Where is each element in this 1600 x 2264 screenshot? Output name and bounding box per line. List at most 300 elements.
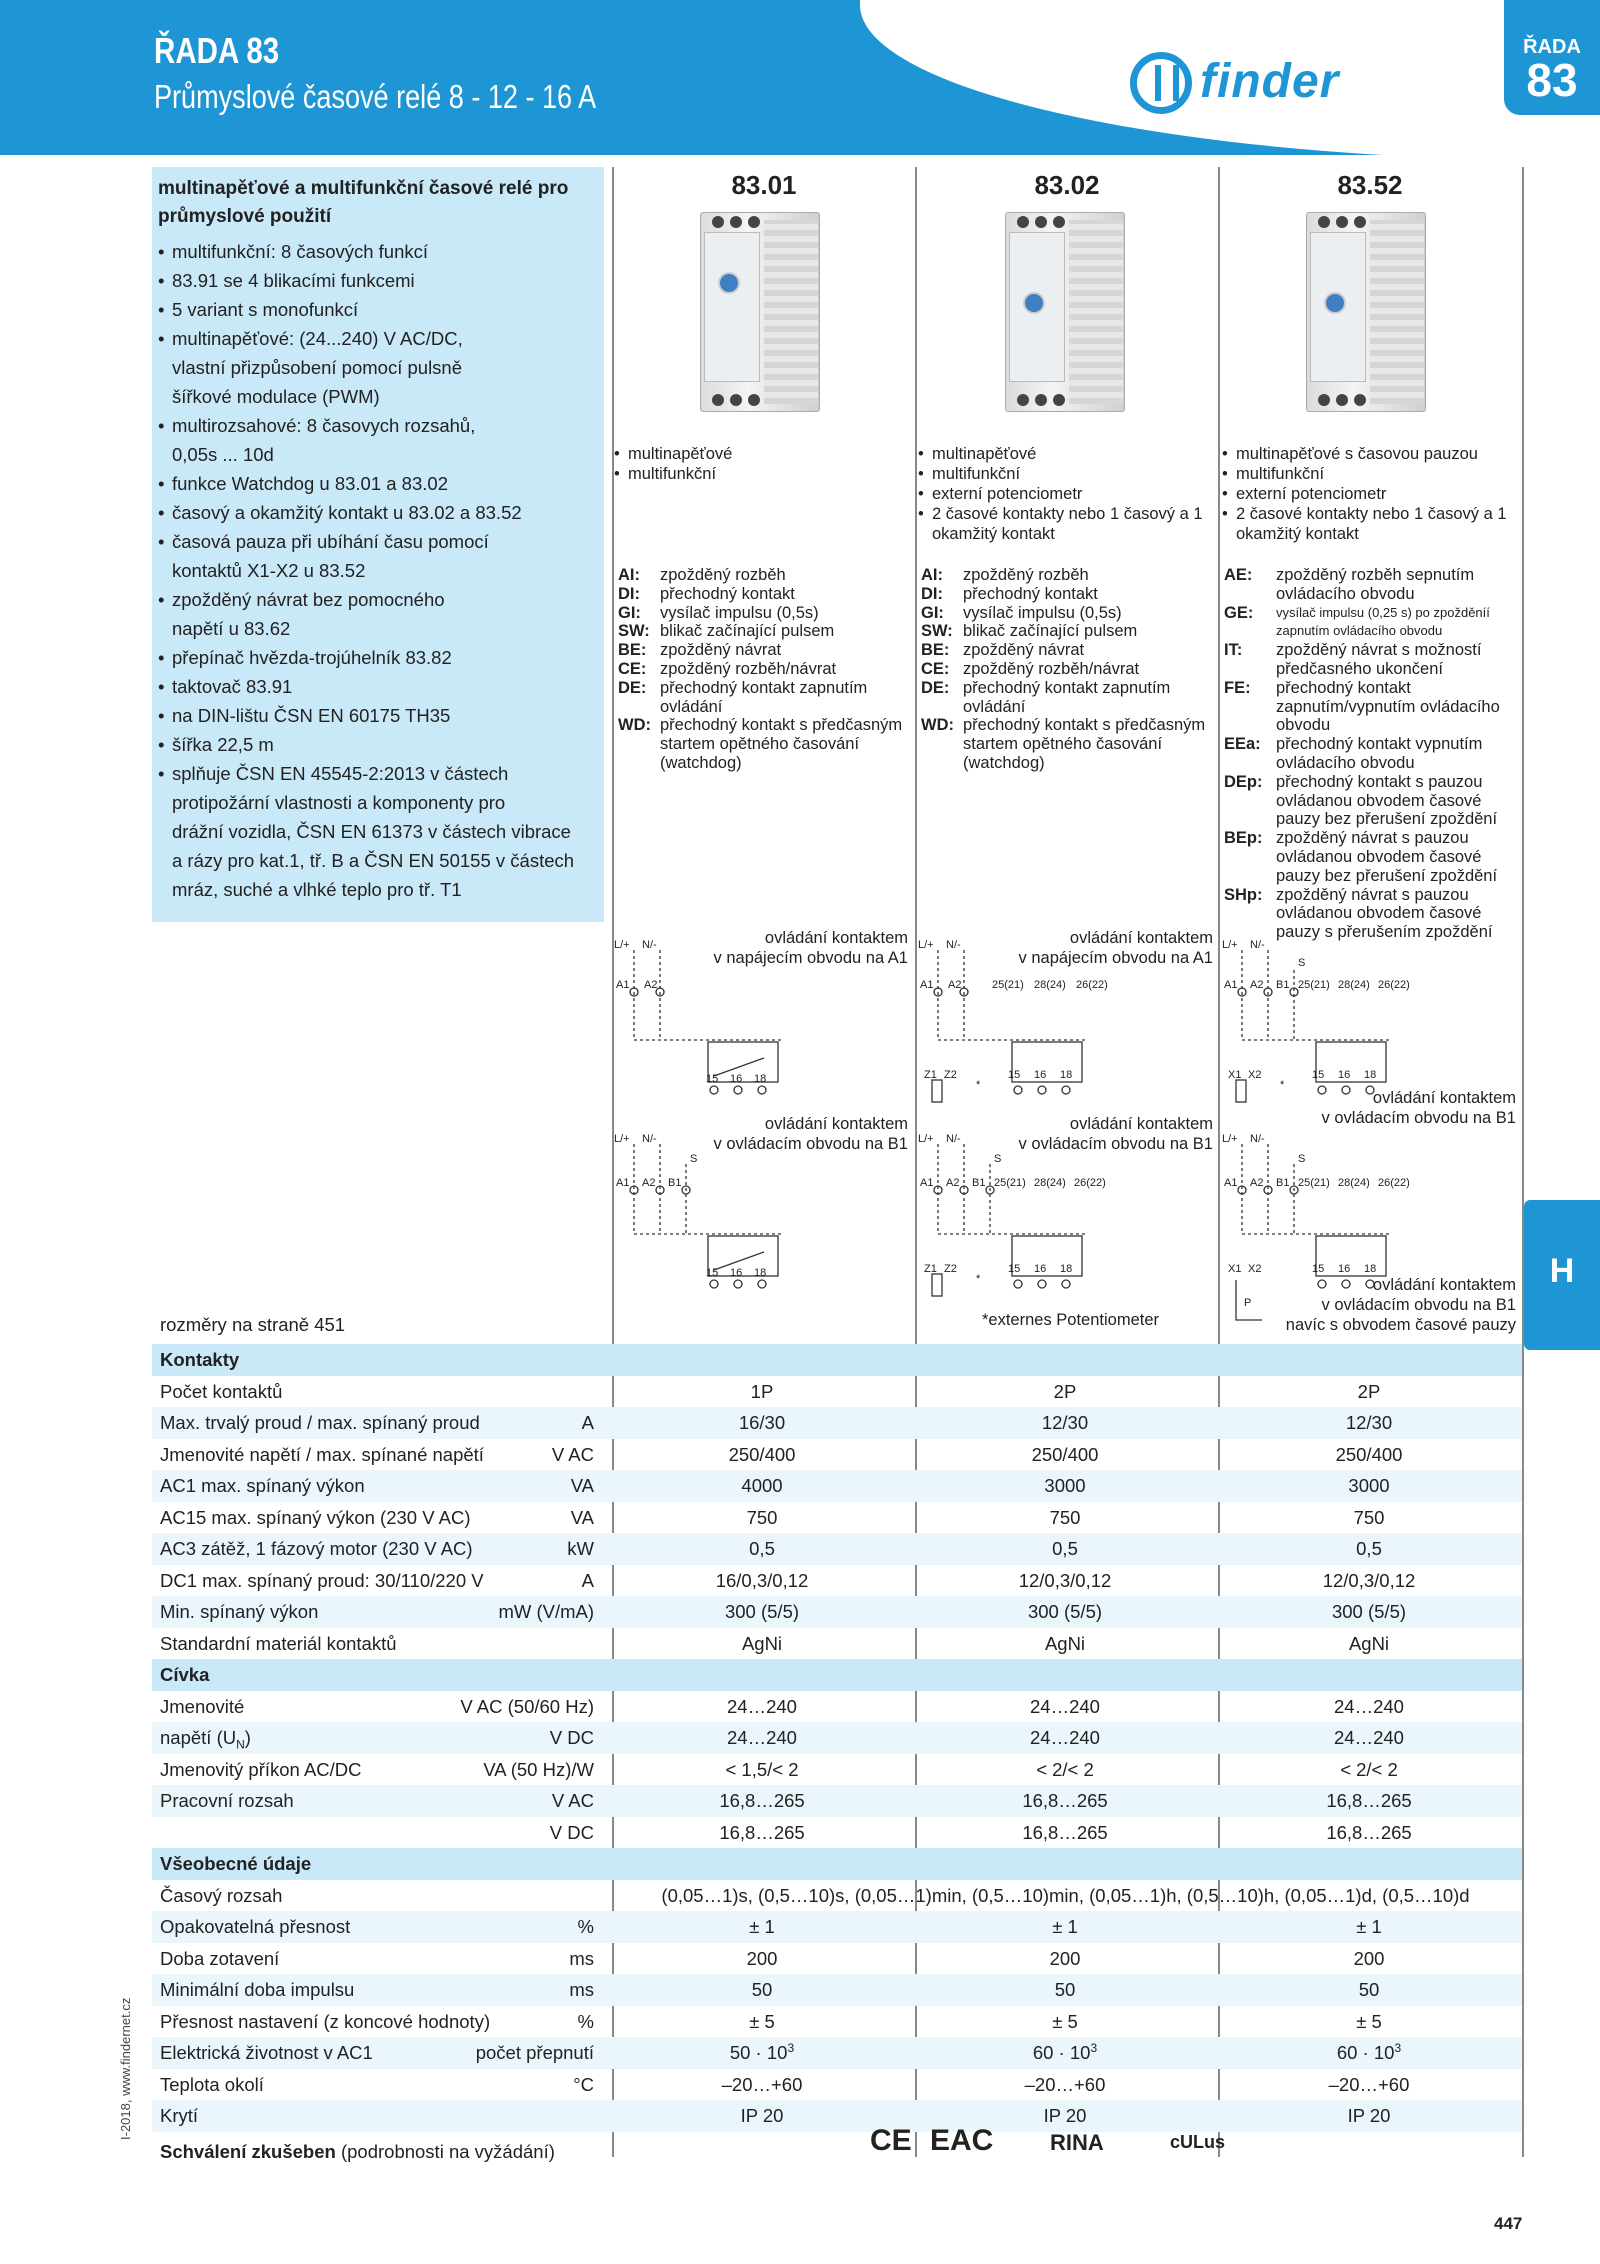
feature-item: a rázy pro kat.1, tř. B a ČSN EN 50155 v částech: [172, 850, 575, 871]
table-row: [152, 2069, 1522, 2101]
cell-text: 750: [1353, 1506, 1385, 1528]
svg-text:25(21): 25(21): [994, 1177, 1026, 1189]
row-unit: V AC: [551, 1790, 594, 1811]
row-unit: %: [577, 2010, 594, 2032]
cell-value-83-01: [612, 1596, 912, 1628]
svg-text:16: 16: [1338, 1069, 1351, 1081]
svg-text:15: 15: [706, 1267, 719, 1279]
wiring-diagram-83-02-b1: [918, 1124, 1218, 1314]
cell-text: 750: [746, 1506, 778, 1528]
svg-text:26(22): 26(22): [1076, 979, 1108, 991]
cell-value-83-52: [1219, 1502, 1519, 1534]
svg-text:16: 16: [730, 1267, 743, 1279]
svg-text:*: *: [976, 1079, 981, 1091]
function-description: přechodný kontakt zapnutím ovládání: [660, 678, 868, 716]
cell-text: AgNi: [1044, 1632, 1086, 1654]
svg-text:28(24): 28(24): [1034, 1177, 1066, 1189]
cell-value-83-02: [915, 2069, 1215, 2101]
function-description: přechodný kontakt s předčasným startem opětného časování (watchdog): [963, 716, 1206, 772]
row-unit: A: [581, 1412, 594, 1433]
terminal-a2: A2: [644, 979, 658, 991]
terminal-15: 15: [706, 1073, 719, 1085]
cell-text: 300 (5/5): [1027, 1601, 1103, 1622]
terminal-a1: A1: [616, 979, 630, 991]
svg-text:28(24): 28(24): [1034, 979, 1066, 991]
svg-text:15: 15: [1312, 1263, 1325, 1275]
row-label-text: Přesnost nastavení (z koncové hodnoty): [160, 2010, 491, 2032]
row-label-text: Krytí: [160, 2105, 199, 2126]
svg-text:A2: A2: [1250, 979, 1264, 991]
row-unit: %: [577, 1916, 594, 1937]
svg-text:B1: B1: [1276, 1177, 1290, 1189]
terminal-18: 18: [754, 1073, 767, 1085]
series-subtitle: Průmyslové časové relé 8 - 12 - 16 A: [154, 78, 597, 115]
svg-text:A1: A1: [920, 979, 934, 991]
svg-text:B1: B1: [1276, 979, 1290, 991]
rina-mark-icon: RINA: [1050, 2130, 1104, 2155]
table-row: [152, 2037, 1522, 2069]
function-code: DEp:: [1224, 772, 1263, 791]
cell-value-83-52: [1219, 1565, 1519, 1597]
svg-text:B1: B1: [668, 1177, 682, 1189]
svg-text:L/+: L/+: [1222, 939, 1238, 951]
cell-value-83-02: [915, 1974, 1215, 2006]
cell-text: 16/0,3/0,12: [715, 1569, 809, 1591]
cell-value-83-02: [915, 1376, 1215, 1408]
cell-text: 16,8…265: [1022, 1821, 1108, 1843]
function-code: IT:: [1224, 641, 1243, 660]
cell-value-83-01: [612, 1565, 912, 1597]
cell-value-83-02: [915, 1691, 1215, 1723]
model-feature-bullet: • multifunkční: [1222, 464, 1520, 484]
svg-text:A2: A2: [948, 979, 962, 991]
function-row: [1224, 829, 1520, 885]
svg-text:A1: A1: [1224, 1177, 1238, 1189]
table-row: [152, 1943, 1522, 1975]
table-row: [152, 1565, 1522, 1597]
svg-text:25(21): 25(21): [992, 979, 1024, 991]
ul-mark-icon: cULus: [1170, 2132, 1226, 2152]
function-description: vysílač impulsu (0,25 s) po zpožděníí zapnutím ovládacího obvodu: [1276, 604, 1490, 639]
model-feature-bullet: • externí potenciometr: [1222, 484, 1520, 504]
row-label: [160, 1628, 397, 1660]
function-code: AI:: [921, 566, 943, 584]
svg-text:L/+: L/+: [918, 939, 934, 951]
svg-text:X2: X2: [1248, 1263, 1262, 1275]
approval-marks: [610, 2120, 1520, 2164]
svg-text:L/+: L/+: [918, 1133, 934, 1145]
function-list-83-02: [921, 566, 1213, 773]
cell-text: 0,5: [1052, 1538, 1078, 1559]
cell-text: 50 · 10: [729, 2042, 788, 2063]
wiring-label-supply: ovládání kontaktem v napájecím obvodu na A1: [713, 929, 908, 967]
cell-text: 3000: [1348, 1475, 1390, 1496]
table-row: [152, 1470, 1522, 1502]
terminal-n: N/-: [642, 939, 657, 951]
row-label-text: Min. spínaný výkon: [160, 1601, 319, 1622]
cell-text: 24…240: [1334, 1695, 1404, 1717]
feature-item: mráz, suché a vlhké teplo pro tř. T1: [172, 879, 462, 900]
cell-value-83-01: [612, 1470, 912, 1502]
function-code: DE:: [921, 678, 950, 697]
features-box: [152, 167, 604, 922]
cell-value-83-52: [1219, 1785, 1519, 1817]
svg-text:A2: A2: [1250, 1177, 1264, 1189]
table-row: [152, 1754, 1522, 1786]
svg-text:28(24): 28(24): [1338, 979, 1370, 991]
section-title: Cívka: [160, 1664, 210, 1685]
cell-text: IP 20: [740, 2105, 784, 2126]
cell-text: 250/400: [728, 1443, 796, 1465]
function-row: [618, 622, 910, 641]
ce-mark-icon: CE: [870, 2124, 912, 2157]
model-feature-bullet: • multifunkční: [918, 464, 1216, 484]
cell-text: 4000: [741, 1475, 783, 1496]
function-description: blikač začínající pulsem: [660, 622, 835, 641]
svg-text:28(24): 28(24): [1338, 1177, 1370, 1189]
cell-value-83-01: [612, 1628, 912, 1660]
svg-text:16: 16: [1034, 1069, 1047, 1081]
model-bullets-83-52: [1222, 444, 1520, 544]
cell-value-83-02: [915, 1596, 1215, 1628]
function-description: vysílač impulsu (0,5s): [963, 603, 1122, 622]
cell-text: –20…+60: [1024, 2073, 1106, 2095]
cell-value-83-01: [612, 1943, 912, 1975]
table-row: [152, 1439, 1522, 1471]
table-row: [152, 1502, 1522, 1534]
function-code: SW:: [921, 622, 953, 641]
cell-text: 250/400: [1335, 1443, 1403, 1465]
cell-text: –20…+60: [721, 2073, 803, 2095]
function-code: CE:: [921, 659, 950, 678]
feature-item: vlastní přizpůsobení pomocí pulsně: [172, 357, 463, 378]
row-unit: V AC: [551, 1443, 594, 1465]
table-row: [152, 1880, 1522, 1912]
row-label-text: AC3 zátěž, 1 fázový motor (230 V AC): [160, 1538, 473, 1559]
table-row: [152, 1911, 1522, 1943]
cell-value-83-02: [915, 1754, 1215, 1786]
finder-logo: [1130, 52, 1370, 116]
feature-item: • přepínač hvězda-trojúhelník 83.82: [158, 643, 594, 672]
feature-item: • taktovač 83.91: [158, 672, 594, 701]
cell-text: 16/30: [738, 1412, 786, 1433]
cell-text: 16,8…265: [1022, 1790, 1108, 1811]
svg-text:*: *: [976, 1273, 981, 1285]
function-row: [1224, 773, 1520, 829]
cell-value-83-01: [612, 1502, 912, 1534]
product-image-83-52: [1296, 212, 1446, 412]
row-label-text: DC1 max. spínaný proud: 30/110/220 V: [160, 1569, 484, 1591]
feature-item: 0,05s ... 10d: [172, 444, 274, 465]
wiring-label-control: ovládání kontaktem v ovládacím obvodu na B1: [1018, 1115, 1213, 1153]
cell-text: 24…240: [727, 1727, 797, 1748]
cell-text: 16,8…265: [719, 1790, 805, 1811]
row-label-text: AC15 max. spínaný výkon (230 V AC): [160, 1506, 471, 1528]
function-code: SHp:: [1224, 885, 1263, 904]
svg-text:Z1: Z1: [924, 1263, 937, 1275]
finder-logo-text: finder: [1200, 55, 1340, 108]
cell-text: < 2/< 2: [1036, 1758, 1094, 1780]
function-code: AI:: [618, 566, 640, 584]
cell-text: AgNi: [1348, 1632, 1390, 1654]
wiring-diagram-83-01-a1: [614, 930, 914, 1120]
function-description: zpožděný návrat s pauzou ovládanou obvodem časové pauzy bez přerušení zpoždění: [1276, 829, 1498, 885]
table-row: [152, 1628, 1522, 1660]
function-description: zpožděný návrat: [660, 641, 782, 660]
svg-text:15: 15: [1312, 1069, 1325, 1081]
cell-value-83-52: [1219, 1691, 1519, 1723]
model-bullets-83-01: [614, 444, 912, 484]
row-label-subscript: N: [236, 1737, 245, 1752]
cell-text: 24…240: [1334, 1727, 1404, 1748]
cell-value-83-52: [1219, 1439, 1519, 1471]
svg-text:26(22): 26(22): [1378, 1177, 1410, 1189]
cell-value-83-02: [915, 2037, 1215, 2069]
cell-value-83-01: [612, 1722, 912, 1754]
row-unit: ms: [569, 1979, 594, 2000]
cell-value-83-01: [612, 1376, 912, 1408]
cell-text: 60 · 10: [1032, 2042, 1091, 2063]
model-heading-83-02: 83.02: [1034, 170, 1100, 200]
svg-text:X1: X1: [1228, 1069, 1242, 1081]
function-code: BE:: [921, 641, 950, 660]
function-code: DE:: [618, 678, 647, 697]
function-code: BEp:: [1224, 829, 1263, 848]
function-description: přechodný kontakt s předčasným startem opětného časování (watchdog): [660, 716, 903, 772]
row-label-text: AC1 max. spínaný výkon: [160, 1475, 365, 1496]
table-row: [152, 1785, 1522, 1817]
row-label-text: napětí (U: [160, 1727, 237, 1748]
cell-value-83-52: [1219, 1470, 1519, 1502]
approvals-bold: Schválení zkušeben: [160, 2140, 336, 2162]
svg-text:26(22): 26(22): [1378, 979, 1410, 991]
function-description: zpožděný rozběh/návrat: [963, 659, 1140, 678]
svg-text:16: 16: [1338, 1263, 1351, 1275]
svg-text:B1: B1: [972, 1177, 986, 1189]
function-description: přechodný kontakt: [660, 584, 795, 603]
approvals-label: [160, 2136, 555, 2168]
function-row: [1224, 641, 1520, 679]
svg-text:Z1: Z1: [924, 1069, 937, 1081]
svg-text:18: 18: [1060, 1069, 1073, 1081]
cell-value-83-02: [915, 1502, 1215, 1534]
cell-exponent: 3: [1394, 2040, 1402, 2055]
cell-text: 12/30: [1041, 1412, 1089, 1433]
row-unit: V AC (50/60 Hz): [460, 1695, 594, 1717]
function-description: přechodný kontakt s pauzou ovládanou obvodem časové pauzy bez přerušení zpoždění: [1276, 772, 1498, 829]
table-row: [152, 1596, 1522, 1628]
cell-value-83-02: [915, 1817, 1215, 1849]
svg-text:18: 18: [754, 1267, 767, 1279]
cell-text: 50: [751, 1979, 773, 2000]
svg-text:N/-: N/-: [946, 1133, 961, 1145]
cell-text: < 2/< 2: [1340, 1758, 1398, 1780]
cell-exponent: 3: [1090, 2040, 1098, 2055]
cell-value-83-52: [1219, 2006, 1519, 2038]
cell-text: 16,8…265: [1326, 1821, 1412, 1843]
footer-website: I-2018, www.findernet.cz: [118, 1997, 133, 2140]
model-feature-bullet: • multifunkční: [614, 464, 912, 484]
svg-text:P: P: [1244, 1297, 1252, 1309]
table-section-header: [152, 1344, 1522, 1376]
cell-value-83-02: [915, 1785, 1215, 1817]
model-feature-bullet: • multinapěťové s časovou pauzou: [1222, 444, 1520, 464]
cell-value-83-01: [612, 1974, 912, 2006]
svg-text:N/-: N/-: [1250, 939, 1265, 951]
cell-value-83-02: [915, 1407, 1215, 1439]
function-row: [1224, 566, 1520, 604]
feature-item: protipožární vlastnosti a komponenty pro: [172, 792, 506, 813]
function-description: zpožděný návrat s pauzou ovládanou obvodem časové pauzy s přerušením zpoždění: [1276, 885, 1493, 942]
cell-value-83-02: [915, 1628, 1215, 1660]
svg-text:26(22): 26(22): [1074, 1177, 1106, 1189]
svg-text:Z2: Z2: [944, 1069, 957, 1081]
svg-text:N/-: N/-: [946, 939, 961, 951]
wiring-label-control: ovládání kontaktem v ovládacím obvodu na B1: [713, 1115, 908, 1153]
function-row: [921, 716, 1213, 772]
table-row: [152, 1691, 1522, 1723]
svg-text:S: S: [1298, 1153, 1306, 1165]
svg-text:15: 15: [1008, 1263, 1021, 1275]
row-unit: počet přepnutí: [475, 2042, 594, 2063]
cell-text: 60 · 10: [1336, 2042, 1395, 2063]
product-image-83-02: [995, 212, 1145, 412]
svg-text:A1: A1: [920, 1177, 934, 1189]
row-label-text: Jmenovité: [160, 1695, 245, 1717]
function-row: [921, 641, 1213, 660]
function-row: [1224, 679, 1520, 735]
table-section-header: [152, 1848, 1522, 1880]
row-label-text: Opakovatelná přesnost: [160, 1916, 351, 1937]
feature-item: drážní vozidla, ČSN EN 61373 v částech vibrace: [172, 821, 571, 842]
section-tab-h: H: [1524, 1200, 1600, 1350]
svg-text:X2: X2: [1248, 1069, 1262, 1081]
feature-item: kontaktů X1-X2 u 83.52: [172, 560, 366, 581]
section-title: Kontakty: [160, 1349, 240, 1370]
row-unit: VA: [570, 1475, 594, 1496]
svg-text:A2: A2: [946, 1177, 960, 1189]
table-row: [152, 1817, 1522, 1849]
function-row: [618, 660, 910, 679]
row-label: [160, 2100, 198, 2132]
product-image-83-01: [690, 212, 840, 412]
cell-value-83-52: [1219, 1407, 1519, 1439]
feature-item: • multinapěťové: (24...240) V AC/DC,: [158, 324, 594, 353]
cell-value-83-01: [612, 1439, 912, 1471]
row-label-text: Časový rozsah: [160, 1884, 283, 1906]
wiring-diagram-83-52-b1: [1222, 930, 1522, 1120]
cell-value-83-52: [1219, 1596, 1519, 1628]
cell-text: 24…240: [1030, 1727, 1100, 1748]
cell-value-83-52: [1219, 1943, 1519, 1975]
cell-value-83-01: [612, 1754, 912, 1786]
function-row: [1224, 735, 1520, 773]
function-row: [618, 716, 910, 772]
model-feature-bullet: • 2 časové kontakty nebo 1 časový a 1 okamžitý kontakt: [918, 504, 1216, 544]
feature-item: • 83.91 se 4 blikacími funkcemi: [158, 266, 594, 295]
function-code: BE:: [618, 641, 647, 660]
cell-value-83-01: [612, 2069, 912, 2101]
table-row: [152, 1974, 1522, 2006]
cell-text: 250/400: [1031, 1443, 1099, 1465]
approvals-rest: (podrobnosti na vyžádání): [335, 2140, 555, 2162]
cell-value-83-52: [1219, 1533, 1519, 1565]
svg-text:L/+: L/+: [1222, 1133, 1238, 1145]
section-title: Všeobecné údaje: [160, 1853, 312, 1874]
function-code: AE:: [1224, 566, 1253, 584]
feature-item: • multirozsahové: 8 časovych rozsahů,: [158, 411, 594, 440]
cell-text: 12/30: [1345, 1412, 1393, 1433]
wiring-label-control: ovládání kontaktem v ovládacím obvodu na B1: [1321, 1089, 1516, 1127]
svg-text:Z2: Z2: [944, 1263, 957, 1275]
specifications-table: [152, 1344, 1522, 2167]
row-label: [160, 1880, 282, 1912]
cell-value-83-52: [1219, 1911, 1519, 1943]
model-feature-bullet: • multinapěťové: [918, 444, 1216, 464]
cell-value-83-52: [1219, 1974, 1519, 2006]
cell-text: 12/0,3/0,12: [1018, 1569, 1112, 1591]
feature-item: šířkové modulace (PWM): [172, 386, 380, 407]
model-heading-83-52: 83.52: [1337, 170, 1403, 200]
function-row: [921, 566, 1213, 585]
function-code: DI:: [618, 584, 640, 603]
function-row: [618, 585, 910, 604]
cell-value-83-01: [612, 2037, 912, 2069]
cell-value-83-01: [612, 2006, 912, 2038]
cell-text: ± 1: [1356, 1916, 1382, 1937]
row-unit: VA: [570, 1506, 594, 1528]
cell-value-83-52: [1219, 1817, 1519, 1849]
function-code: EEa:: [1224, 735, 1261, 754]
feature-item: • 5 variant s monofunkcí: [158, 295, 594, 324]
series-tab-number: 83: [1526, 54, 1578, 106]
cell-text: –20…+60: [1328, 2073, 1410, 2095]
cell-value-83-52: [1219, 1722, 1519, 1754]
wiring-diagram-83-52-pause: [1222, 1124, 1522, 1324]
table-row: [152, 1533, 1522, 1565]
svg-text:25(21): 25(21): [1298, 1177, 1330, 1189]
row-label: [160, 1376, 282, 1408]
model-feature-bullet: • multinapěťové: [614, 444, 912, 464]
cell-text: 1P: [750, 1380, 774, 1402]
cell-value-83-01: [612, 1785, 912, 1817]
cell-value-83-01: [612, 1691, 912, 1723]
function-row: [921, 604, 1213, 623]
cell-text: 24…240: [727, 1695, 797, 1717]
cell-text: 300 (5/5): [724, 1601, 800, 1622]
function-code: SW:: [618, 622, 650, 641]
cell-value-83-52: [1219, 1754, 1519, 1786]
row-label-end: ): [244, 1727, 251, 1748]
feature-item: • splňuje ČSN EN 45545-2:2013 v částech: [158, 759, 594, 788]
svg-text:18: 18: [1364, 1069, 1377, 1081]
cell-text: < 1,5/< 2: [725, 1758, 799, 1780]
function-code: DI:: [921, 584, 943, 603]
svg-text:18: 18: [1364, 1263, 1377, 1275]
cell-value-83-52: [1219, 2037, 1519, 2069]
features-list: [158, 237, 594, 904]
cell-text: 200: [1353, 1947, 1385, 1969]
row-unit: kW: [567, 1538, 594, 1559]
model-feature-bullet: • 2 časové kontakty nebo 1 časový a 1 okamžitý kontakt: [1222, 504, 1520, 544]
cell-text: 750: [1049, 1506, 1081, 1528]
feature-item: • časový a okamžitý kontakt u 83.02 a 83.52: [158, 498, 594, 527]
svg-text:18: 18: [1060, 1263, 1073, 1275]
function-list-83-01: [618, 566, 910, 773]
function-row: [921, 660, 1213, 679]
cell-exponent: 3: [787, 2040, 795, 2055]
row-unit: A: [581, 1569, 594, 1591]
